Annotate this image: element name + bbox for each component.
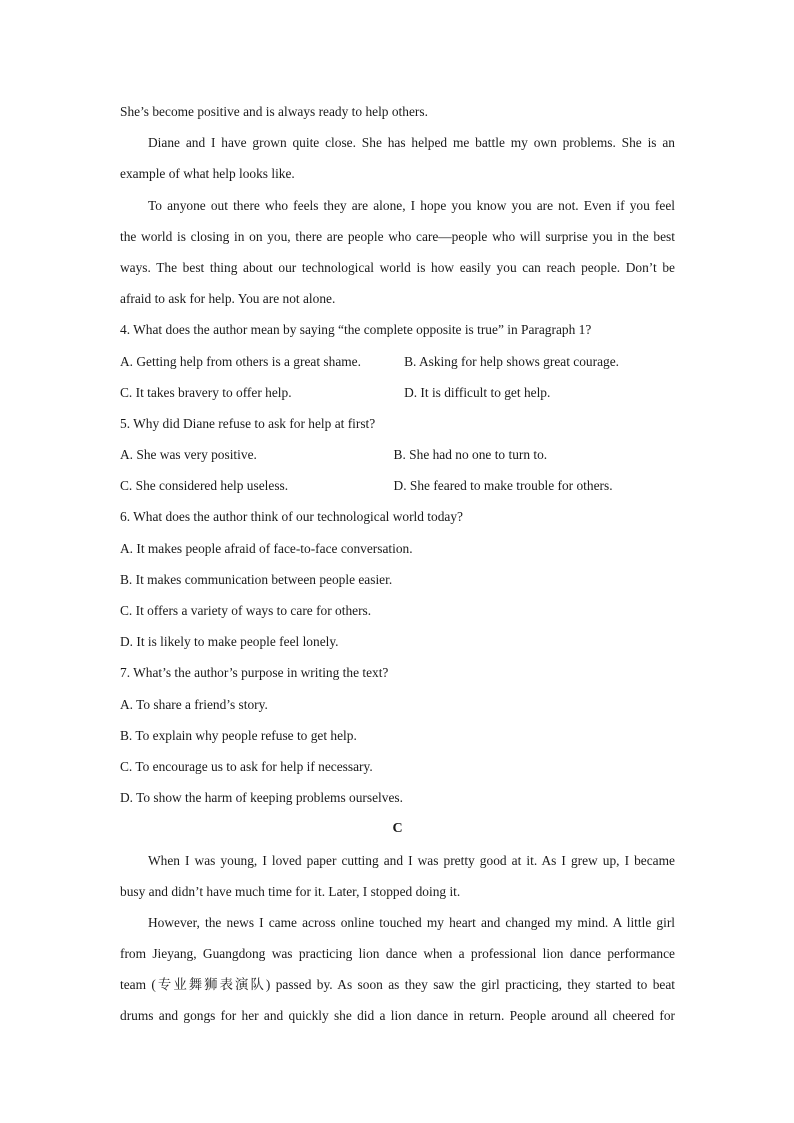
option-d: D. To show the harm of keeping problems ourselves. [120,790,403,806]
option-a: A. It makes people afraid of face-to-face conversation. [120,540,413,556]
paragraph-line: the world is closing in on you, there are people who care—people who will surprise you in the best [120,228,675,244]
option-b: B. It makes communication between people easier. [120,571,393,587]
option-d: D. It is likely to make people feel lonely. [120,634,339,650]
question-5 [120,408,675,502]
document-page [120,96,675,1032]
paragraph-line: She’s become positive and is always ready to help others. [120,104,428,119]
paragraph-line: However, the news I came across online touched my heart and changed my mind. A little girl [148,914,675,930]
paragraph-line: drums and gongs for her and quickly she did a lion dance in return. People around all cheered for [120,1008,675,1024]
option-c: C. She considered help useless. [120,478,289,494]
option-row [120,346,675,377]
question-stem: 4. What does the author mean by saying “the complete opposite is true” in Paragraph 1? [120,322,592,338]
paragraph [120,190,675,315]
option-a: A. To share a friend’s story. [120,696,268,712]
paragraph-line: afraid to ask for help. You are not alone. [120,291,336,307]
paragraph-line: busy and didn’t have much time for it. Later, I stopped doing it. [120,883,461,899]
option-b: B. To explain why people refuse to get help. [120,727,357,743]
question-stem: 5. Why did Diane refuse to ask for help at first? [120,415,376,431]
paragraph-line: To anyone out there who feels they are alone, I hope you know you are not. Even if you feel [148,197,675,213]
question-7 [120,657,675,813]
option-a: A. Getting help from others is a great shame. [120,353,361,369]
question-stem: 6. What does the author think of our technological world today? [120,509,463,525]
option-b: B. She had no one to turn to. [393,447,548,463]
paragraph-line: team (专业舞狮表演队) passed by. As soon as they saw the girl practicing, they started to beat [120,977,675,993]
paragraph-line: When I was young, I loved paper cutting and I was pretty good at it. As I grew up, I became [148,852,675,868]
paragraph-line: ways. The best thing about our technological world is how easily you can reach people. Don’t be [120,259,675,275]
paragraph-line: example of what help looks like. [120,166,295,182]
paragraph-line: from Jieyang, Guangdong was practicing lion dance when a professional lion dance performance [120,946,675,962]
paragraph [120,907,675,1032]
option-row [120,439,675,470]
question-4 [120,314,675,408]
paragraph [120,127,675,189]
option-row [120,377,675,408]
option-d: D. It is difficult to get help. [404,384,551,400]
question-stem: 7. What’s the author’s purpose in writing the text? [120,665,389,681]
paragraph [120,845,675,907]
paragraph-line: Diane and I have grown quite close. She has helped me battle my own problems. She is an [148,135,675,151]
option-b: B. Asking for help shows great courage. [404,353,620,369]
question-6 [120,501,675,657]
option-c: C. To encourage us to ask for help if necessary. [120,758,373,774]
option-a: A. She was very positive. [120,447,257,463]
option-c: C. It offers a variety of ways to care for others. [120,603,372,618]
option-row [120,470,675,501]
option-d: D. She feared to make trouble for others. [393,478,613,494]
section-heading: C [392,821,403,837]
option-c: C. It takes bravery to offer help. [120,384,292,400]
